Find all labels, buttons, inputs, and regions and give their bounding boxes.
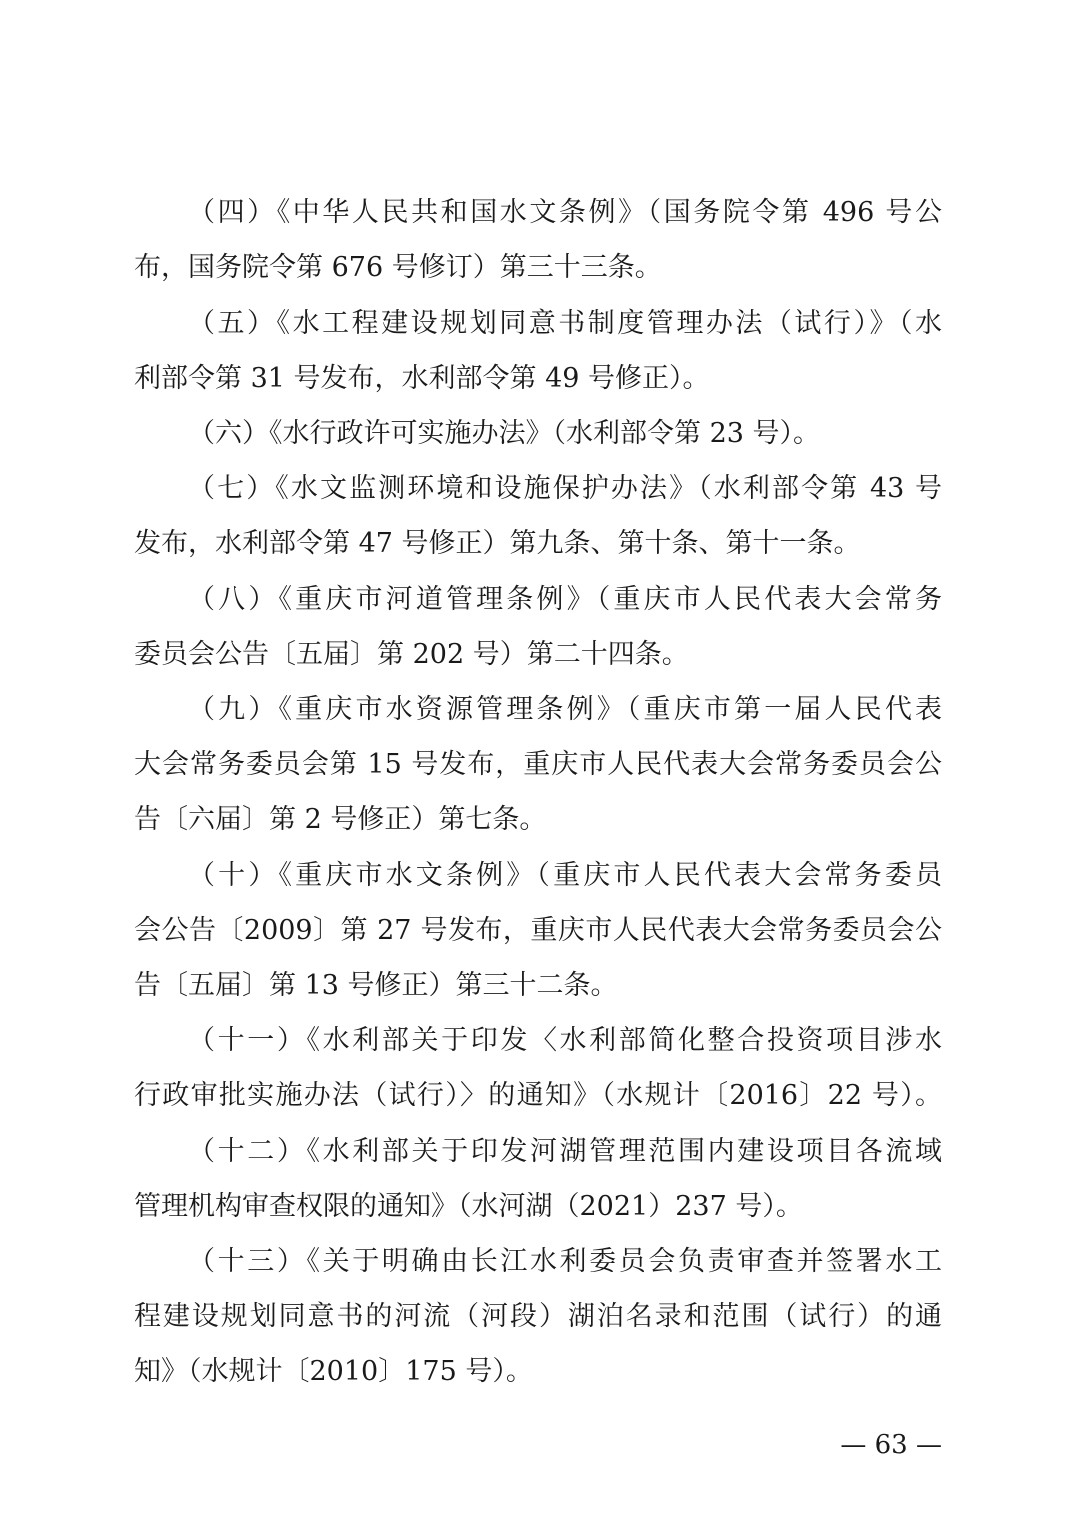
text-line: （四）《中华人民共和国水文条例》（国务院令第 496 号公 <box>188 197 942 228</box>
text-line: 告〔五届〕第 13 号修正）第三十二条。 <box>134 970 618 1001</box>
text-line: （十二）《水利部关于印发河湖管理范围内建设项目各流域 <box>188 1136 942 1167</box>
text-line: 行政审批实施办法（试行）〉的通知》（水规计〔2016〕22 号）。 <box>134 1080 942 1111</box>
text-line: 利部令第 31 号发布，水利部令第 49 号修正）。 <box>134 363 710 394</box>
text-line: 会公告〔2009〕第 27 号发布，重庆市人民代表大会常务委员会公 <box>134 915 942 946</box>
text-line: （九）《重庆市水资源管理条例》（重庆市第一届人民代表 <box>188 694 942 725</box>
text-line: （十一）《水利部关于印发〈水利部简化整合投资项目涉水 <box>188 1025 942 1056</box>
text-line: 程建设规划同意书的河流（河段）湖泊名录和范围（试行）的通 <box>134 1301 942 1332</box>
text-line: 布，国务院令第 676 号修订）第三十三条。 <box>134 252 662 283</box>
text-line: （十三）《关于明确由长江水利委员会负责审查并签署水工 <box>188 1246 942 1277</box>
text-line: 告〔六届〕第 2 号修正）第七条。 <box>134 804 547 835</box>
text-line: 发布，水利部令第 47 号修正）第九条、第十条、第十一条。 <box>134 528 861 559</box>
text-line: 知》（水规计〔2010〕175 号）。 <box>134 1356 533 1387</box>
text-line: 管理机构审查权限的通知》（水河湖（2021）237 号）。 <box>134 1191 803 1222</box>
text-line: 大会常务委员会第 15 号发布，重庆市人民代表大会常务委员会公 <box>134 749 942 780</box>
text-line: （八）《重庆市河道管理条例》（重庆市人民代表大会常务 <box>188 584 942 615</box>
text-line: （十）《重庆市水文条例》（重庆市人民代表大会常务委员 <box>188 860 942 891</box>
text-line: （六）《水行政许可实施办法》（水利部令第 23 号）。 <box>188 418 821 449</box>
text-line: （七）《水文监测环境和设施保护办法》（水利部令第 43 号 <box>188 473 942 504</box>
text-line: （五）《水工程建设规划同意书制度管理办法（试行）》（水 <box>188 308 942 339</box>
page-number: — 63 — <box>840 1430 942 1460</box>
text-line: 委员会公告〔五届〕第 202 号）第二十四条。 <box>134 639 689 670</box>
